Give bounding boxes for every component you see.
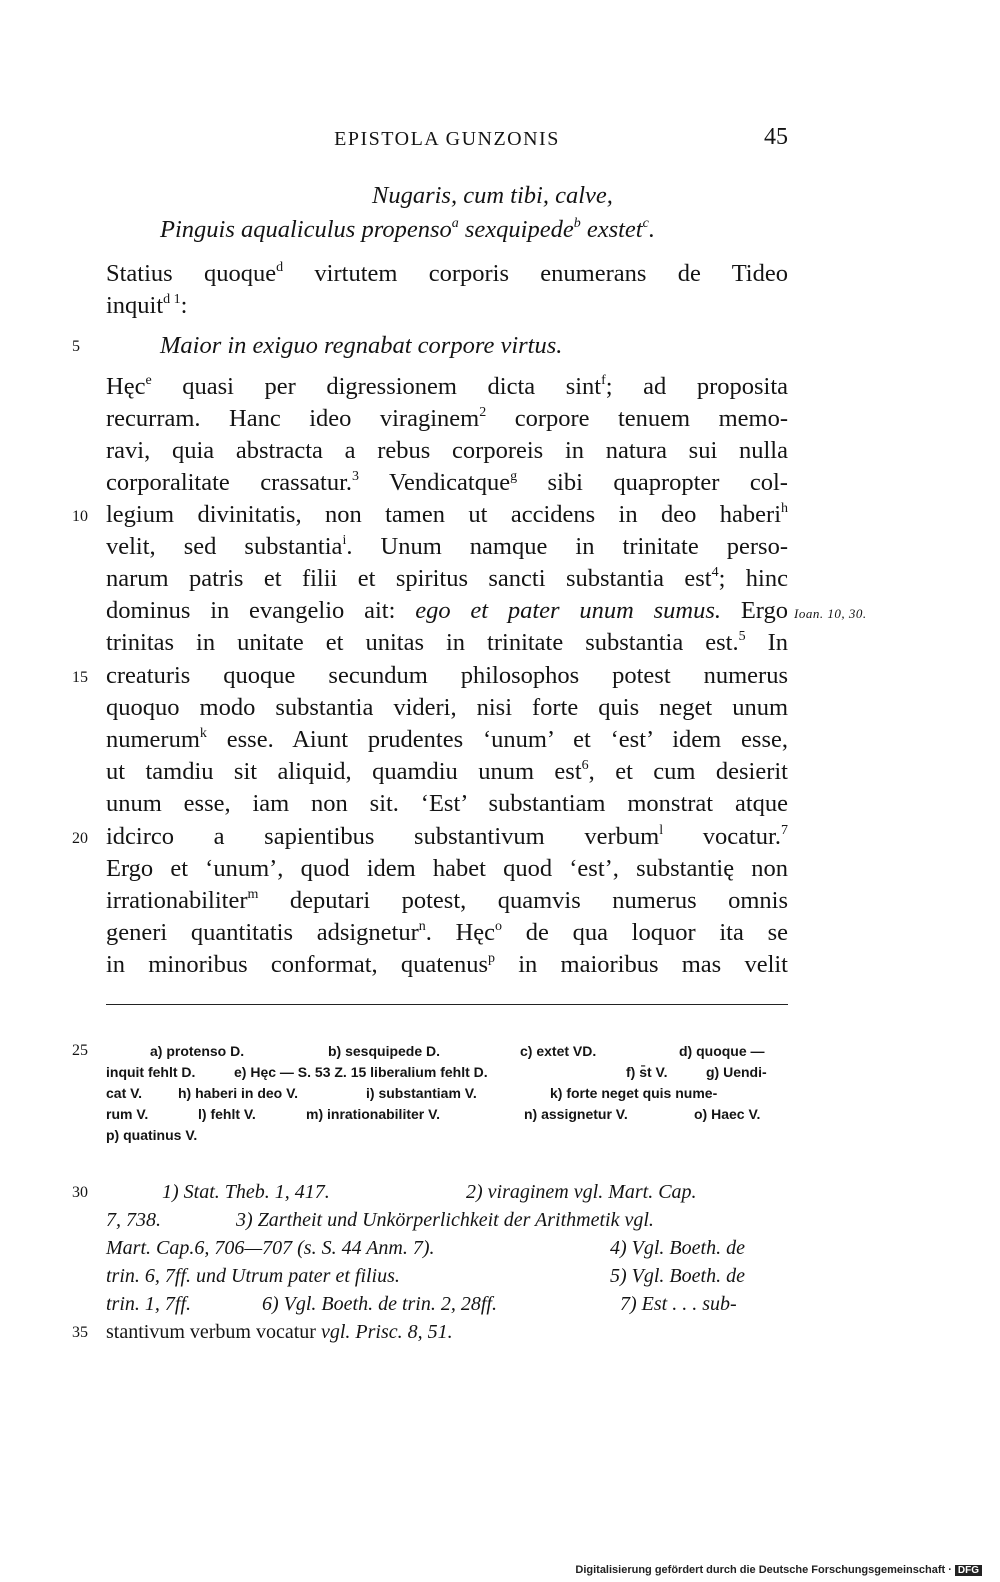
text-line: idcirco a sapientibus substantivum verbum$^l$ vocatur.$^7$ [106, 823, 788, 850]
text-line: dominus in evangelio ait: ego et pater unum sumus. Ergo [106, 597, 788, 624]
apparatus-entry: h) haberi in deo V. [178, 1085, 299, 1101]
text-line: Ergo et ‘unum’, quod idem habet quod ‘est’, substantię non [106, 855, 788, 882]
apparatus-entry: c) extet VD. [520, 1043, 597, 1059]
line-number: 35 [72, 1324, 88, 1341]
text-line: unum esse, iam non sit. ‘Est’ substantiam monstrat atque [106, 790, 788, 817]
text-line: generi quantitatis adsignetur$^n$. Hęc$^o$ de qua loquor ita se [106, 919, 788, 946]
line-number: 10 [72, 508, 88, 525]
text-line: quoquo modo substantia videri, nisi forte quis neget unum [106, 694, 788, 721]
text-line: inquit$^{d 1}$: [106, 292, 188, 319]
apparatus-entry: p) quatinus V. [106, 1127, 198, 1143]
line-number: 15 [72, 669, 88, 686]
note-line: stantivum verbum vocatur vgl. Prisc. 8, 51. [106, 1321, 453, 1343]
apparatus-entry: cat V. [106, 1085, 143, 1101]
line-number: 25 [72, 1042, 88, 1059]
apparatus-entry: b) sesquipede D. [328, 1043, 441, 1059]
text-line: Statius quoque$^d$ virtutem corporis enumerans de Tideo [106, 260, 788, 287]
apparatus-entry: i) substantiam V. [366, 1085, 477, 1101]
running-title: EPISTOLA GUNZONIS [334, 128, 560, 150]
text-line: creaturis quoque secundum philosophos potest numerus [106, 662, 788, 689]
book-page: EPISTOLA GUNZONIS 45 Nugaris, cum tibi, calve, Pinguis aqualiculus propenso$^a$ sexquipede$^b$ exstet$^c$. Statius quoque$^d$ virtutem corporis enumerans de Tideo inquit$^{d 1}$: 5 Maior in exiguo regnabat corpore virtus. Hęc$^e$ quasi per digressionem dicta sint$^f$; ad proposita recurram. Hanc ideo viraginem$^2$ corpore tenuem memo- ravi, quia abstracta a rebus corporeis in natura sui nulla corporalitate crassatur.$^3$ Vendicatque$^g$ sibi quapropter col- 10 legium divinitatis, non tamen ut accidens in deo haberi$^h$ velit, sed substantia$^i$. Unum namque in trinitate perso- narum patris et filii et spiritus sancti substantia est$^4$; hinc dominus in evangelio ait: ego et pater unum sumus. Ergo Ioan. 10, 30. trinitas in unitate et unitas in trinitate substantia est.$^5$ In 15 creaturis quoque secundum philosophos potest numerus quoquo modo substantia videri, nisi forte quis neget unum numerum$^k$ esse. Aiunt prudentes ‘unum’ et ‘est’ idem esse, ut tamdiu sit aliquid, quamdiu unum est$^6$, et cum desierit unum esse, iam non sit. ‘Est’ substantiam monstrat atque 20 idcirco a sapientibus substantivum verbum$^l$ vocatur.$^7$ Ergo et ‘unum’, quod idem habet quod ‘est’, substantię non irrationabiliter$^m$ deputari potest, quamvis numerus omnis generi quantitatis adsignetur$^n$. Hęc$^o$ de qua loquor ita se in minoribus conformat, quatenus$^p$ in maioribus mas velit 25 a) protenso D. b) sesquipede D. c) extet VD. d) quoque — inquit fehlt D. e) Hęc — S. 53 Z. 15 liberalium fehlt D. f) s̄t V. g) Uendi- cat V. h) haberi in deo V. i) substantiam V. k) forte neget quis nume- rum V. l) fehlt V. m) inrationabiliter V. n) assignetur V. o) Haec V. p) quatinus V. 30 1) Stat. Theb. 1, 417. 2) viraginem vgl. Mart. Cap. 7, 738. 3) Zartheit und Unkörperlichkeit der Arithmetik vgl. Mart. Cap.6, 706—707 (s. S. 44 Anm. 7). 4) Vgl. Boeth. de trin. 6, 7ff. und Utrum pater et filius. 5) Vgl. Boeth. de trin. 1, 7ff. 6) Vgl. Boeth. de trin. 2, 28ff. 7) Est . . . sub- 35 stantivum verbum vocatur vgl. Prisc. 8, 51. Digitalisierung gefördert durch die Deutsche Forschungsgemeinschaft · DFG [0, 0, 1000, 1582]
text-line: corporalitate crassatur.$^3$ Vendicatque$^g$ sibi quapropter col- [106, 469, 788, 496]
apparatus-entry: l) fehlt V. [198, 1106, 256, 1122]
verse-line: Pinguis aqualiculus propenso$^a$ sexquipede$^b$ exstet$^c$. [160, 216, 655, 243]
apparatus-entry: m) inrationabiliter V. [306, 1106, 441, 1122]
verse-line: Maior in exiguo regnabat corpore virtus. [160, 332, 563, 359]
apparatus-entry: f) s̄t V. [626, 1064, 668, 1080]
apparatus-entry: o) Haec V. [694, 1106, 761, 1122]
text-line: narum patris et filii et spiritus sancti substantia est$^4$; hinc [106, 565, 788, 592]
digitization-credit: Digitalisierung gefördert durch die Deutsche Forschungsgemeinschaft · DFG [575, 1564, 982, 1576]
text-line: Hęc$^e$ quasi per digressionem dicta sint$^f$; ad proposita [106, 373, 789, 400]
dfg-logo-icon: DFG [955, 1565, 982, 1576]
apparatus-entry: n) assignetur V. [524, 1106, 628, 1122]
margin-reference: Ioan. 10, 30. [794, 606, 867, 621]
page-number: 45 [764, 124, 788, 150]
apparatus-entry: g) Uendi- [706, 1064, 767, 1080]
apparatus-entry: d) quoque — [679, 1043, 765, 1059]
text-line: irrationabiliter$^m$ deputari potest, quamvis numerus omnis [106, 887, 788, 914]
text-line: numerum$^k$ esse. Aiunt prudentes ‘unum’ et ‘est’ idem esse, [106, 726, 788, 753]
line-number: 30 [72, 1184, 88, 1201]
apparatus-entry: rum V. [106, 1106, 149, 1122]
apparatus-entry: e) Hęc — S. 53 Z. 15 liberalium fehlt D. [234, 1064, 488, 1080]
text-line: ravi, quia abstracta a rebus corporeis in natura sui nulla [106, 437, 788, 464]
text-line: in minoribus conformat, quatenus$^p$ in maioribus mas velit [106, 951, 788, 978]
text-line: trinitas in unitate et unitas in trinitate substantia est.$^5$ In [106, 629, 788, 656]
line-number: 5 [72, 338, 80, 355]
text-line: velit, sed substantia$^i$. Unum namque in trinitate perso- [106, 533, 789, 560]
apparatus-rule [106, 1004, 788, 1005]
verse-line: Nugaris, cum tibi, calve, [372, 182, 613, 209]
running-header [106, 124, 788, 158]
line-number: 20 [72, 830, 88, 847]
apparatus-entry: a) protenso D. [150, 1043, 245, 1059]
text-line: recurram. Hanc ideo viraginem$^2$ corpore tenuem memo- [106, 405, 788, 432]
text-line: ut tamdiu sit aliquid, quamdiu unum est$^6$, et cum desierit [106, 758, 788, 785]
apparatus-entry: inquit fehlt D. [106, 1064, 196, 1080]
apparatus-entry: k) forte neget quis nume- [550, 1085, 718, 1101]
text-line: legium divinitatis, non tamen ut accidens in deo haberi$^h$ [106, 501, 788, 528]
